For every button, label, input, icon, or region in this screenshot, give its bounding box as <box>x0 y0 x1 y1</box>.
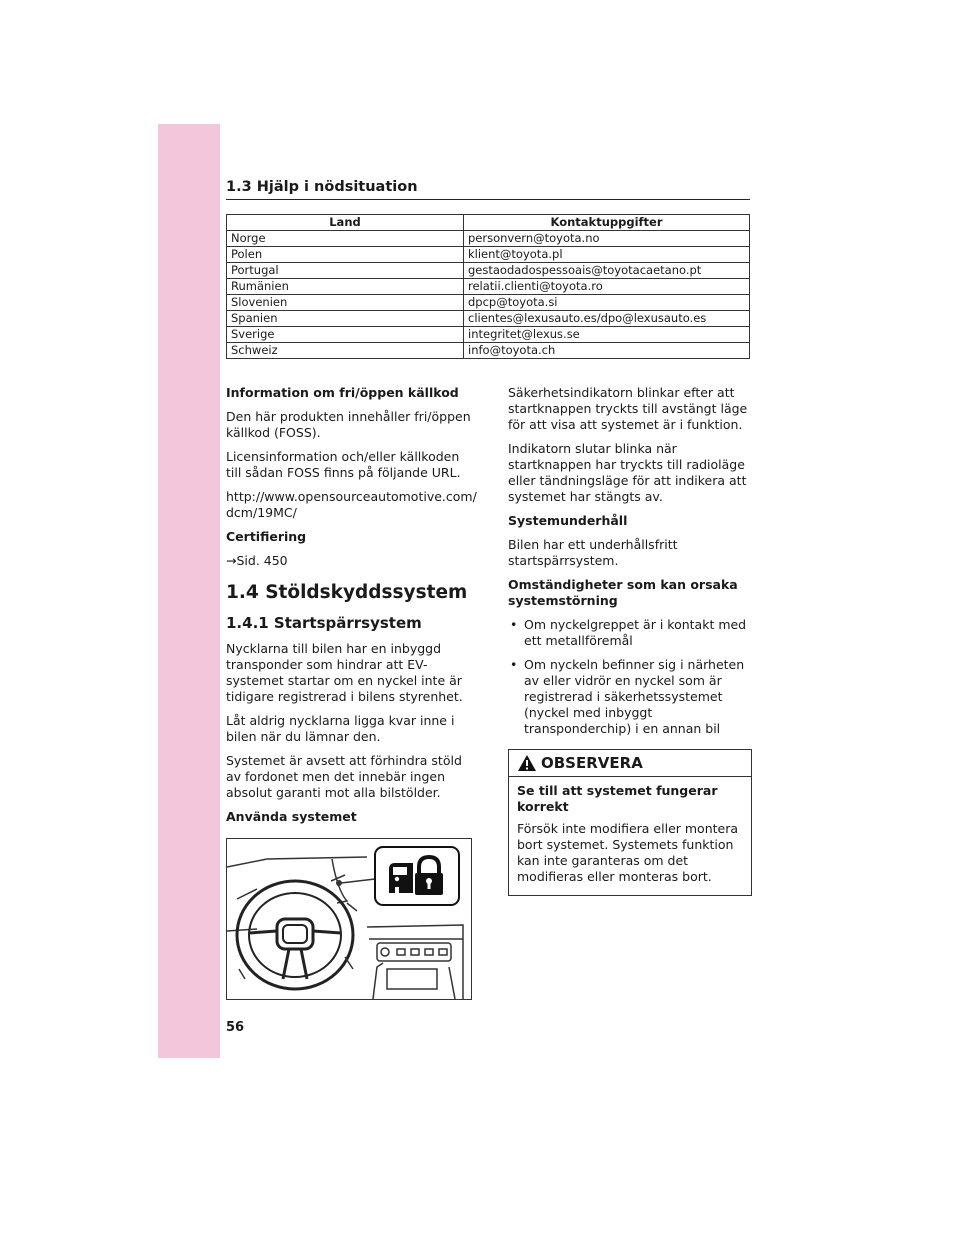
maintenance-paragraph: Bilen har ett underhållsfritt startspärrsystem. <box>508 537 678 568</box>
country-cell: Sverige <box>227 327 464 343</box>
table-row <box>227 327 750 343</box>
chapter-title: 1.4 Stöldskyddssystem <box>226 582 468 603</box>
immobilizer-paragraph-3: Systemet är avsett att förhindra stöld av fordonet men det innebär ingen absolut garanti mot alla bilstölder. <box>226 753 462 800</box>
country-cell: Spanien <box>227 311 464 327</box>
left-column <box>226 385 477 833</box>
table-row <box>227 343 750 359</box>
foss-paragraph-2: Licensinformation och/eller källkoden till sådan FOSS finns på följande URL. <box>226 449 461 480</box>
list-item <box>508 657 752 737</box>
country-cell: Schweiz <box>227 343 464 359</box>
indicator-paragraph-1: Säkerhetsindikatorn blinkar efter att startknappen tryckts till avstängt läge för att visa att systemet är i funktion. <box>508 385 748 432</box>
table-header-row <box>227 215 750 231</box>
dashboard-illustration <box>226 838 472 1000</box>
indicator-paragraph-2: Indikatorn slutar blinka när startknappen har tryckts till radioläge eller tändningsläge för att indikera att systemet har stängts av. <box>508 441 747 504</box>
foss-url: http://www.opensourceautomotive.com/ dcm/19MC/ <box>226 489 477 520</box>
contact-cell: integritet@lexus.se <box>464 327 750 343</box>
right-column <box>508 385 752 896</box>
car-lock-icon <box>375 847 459 905</box>
certification-heading: Certifiering <box>226 529 307 544</box>
list-item-text: Om nyckeln befinner sig i närheten av eller vidrör en nyckel som är registrerad i säkerhetssystemet (nyckel med inbyggt transponderchip) i en annan bil <box>524 657 745 736</box>
foss-paragraph-1: Den här produkten innehåller fri/öppen källkod (FOSS). <box>226 409 471 440</box>
list-item-text: Om nyckelgreppet är i kontakt med ett metallföremål <box>524 617 747 648</box>
notice-header <box>509 750 751 777</box>
immobilizer-paragraph-1: Nycklarna till bilen har en inbyggd transponder som hindrar att EV-systemet startar om en nyckel inte är tidigare registrerad i bilens styrenhet. <box>226 641 463 704</box>
country-cell: Rumänien <box>227 279 464 295</box>
notice-body <box>509 777 751 895</box>
dashboard-drawing <box>227 839 471 999</box>
contact-cell: dpcp@toyota.si <box>464 295 750 311</box>
notice-title: OBSERVERA <box>541 754 643 772</box>
immobilizer-paragraph-2: Låt aldrig nycklarna ligga kvar inne i bilen när du lämnar den. <box>226 713 455 744</box>
maintenance-heading: Systemunderhåll <box>508 513 628 528</box>
notice-text: Försök inte modifiera eller montera bort systemet. Systemets funktion kan inte garanteras om det modifieras eller monteras bort. <box>517 821 739 884</box>
chapter-band <box>158 124 220 1058</box>
notice-subheading: Se till att systemet fungerar korrekt <box>517 783 718 814</box>
contact-cell: gestaodadospessoais@toyotacaetano.pt <box>464 263 750 279</box>
column-header-land: Land <box>227 215 464 231</box>
country-cell: Slovenien <box>227 295 464 311</box>
table-row <box>227 231 750 247</box>
warning-icon <box>517 754 537 772</box>
table-row <box>227 263 750 279</box>
contact-cell: klient@toyota.pl <box>464 247 750 263</box>
table-row <box>227 295 750 311</box>
contact-cell: personvern@toyota.no <box>464 231 750 247</box>
page-number: 56 <box>226 1020 245 1035</box>
subsection-title: 1.4.1 Startspärrsystem <box>226 614 422 632</box>
country-cell: Polen <box>227 247 464 263</box>
foss-heading: Information om fri/öppen källkod <box>226 385 459 400</box>
contact-cell: info@toyota.ch <box>464 343 750 359</box>
list-item <box>508 617 752 649</box>
fault-heading: Omständigheter som kan orsaka systemstörning <box>508 577 738 608</box>
country-cell: Portugal <box>227 263 464 279</box>
contacts-table <box>226 214 750 359</box>
table-row <box>227 311 750 327</box>
table-row <box>227 279 750 295</box>
table-row <box>227 247 750 263</box>
notice-box <box>508 749 752 896</box>
contact-cell: relatii.clienti@toyota.ro <box>464 279 750 295</box>
certification-reference: →Sid. 450 <box>226 553 288 568</box>
country-cell: Norge <box>227 231 464 247</box>
section-header: 1.3 Hjälp i nödsituation <box>226 178 750 200</box>
bullet-icon: • <box>510 657 518 672</box>
column-header-contact: Kontaktuppgifter <box>464 215 750 231</box>
contact-cell: clientes@lexusauto.es/dpo@lexusauto.es <box>464 311 750 327</box>
bullet-icon: • <box>510 617 518 632</box>
usage-heading: Använda systemet <box>226 809 357 824</box>
